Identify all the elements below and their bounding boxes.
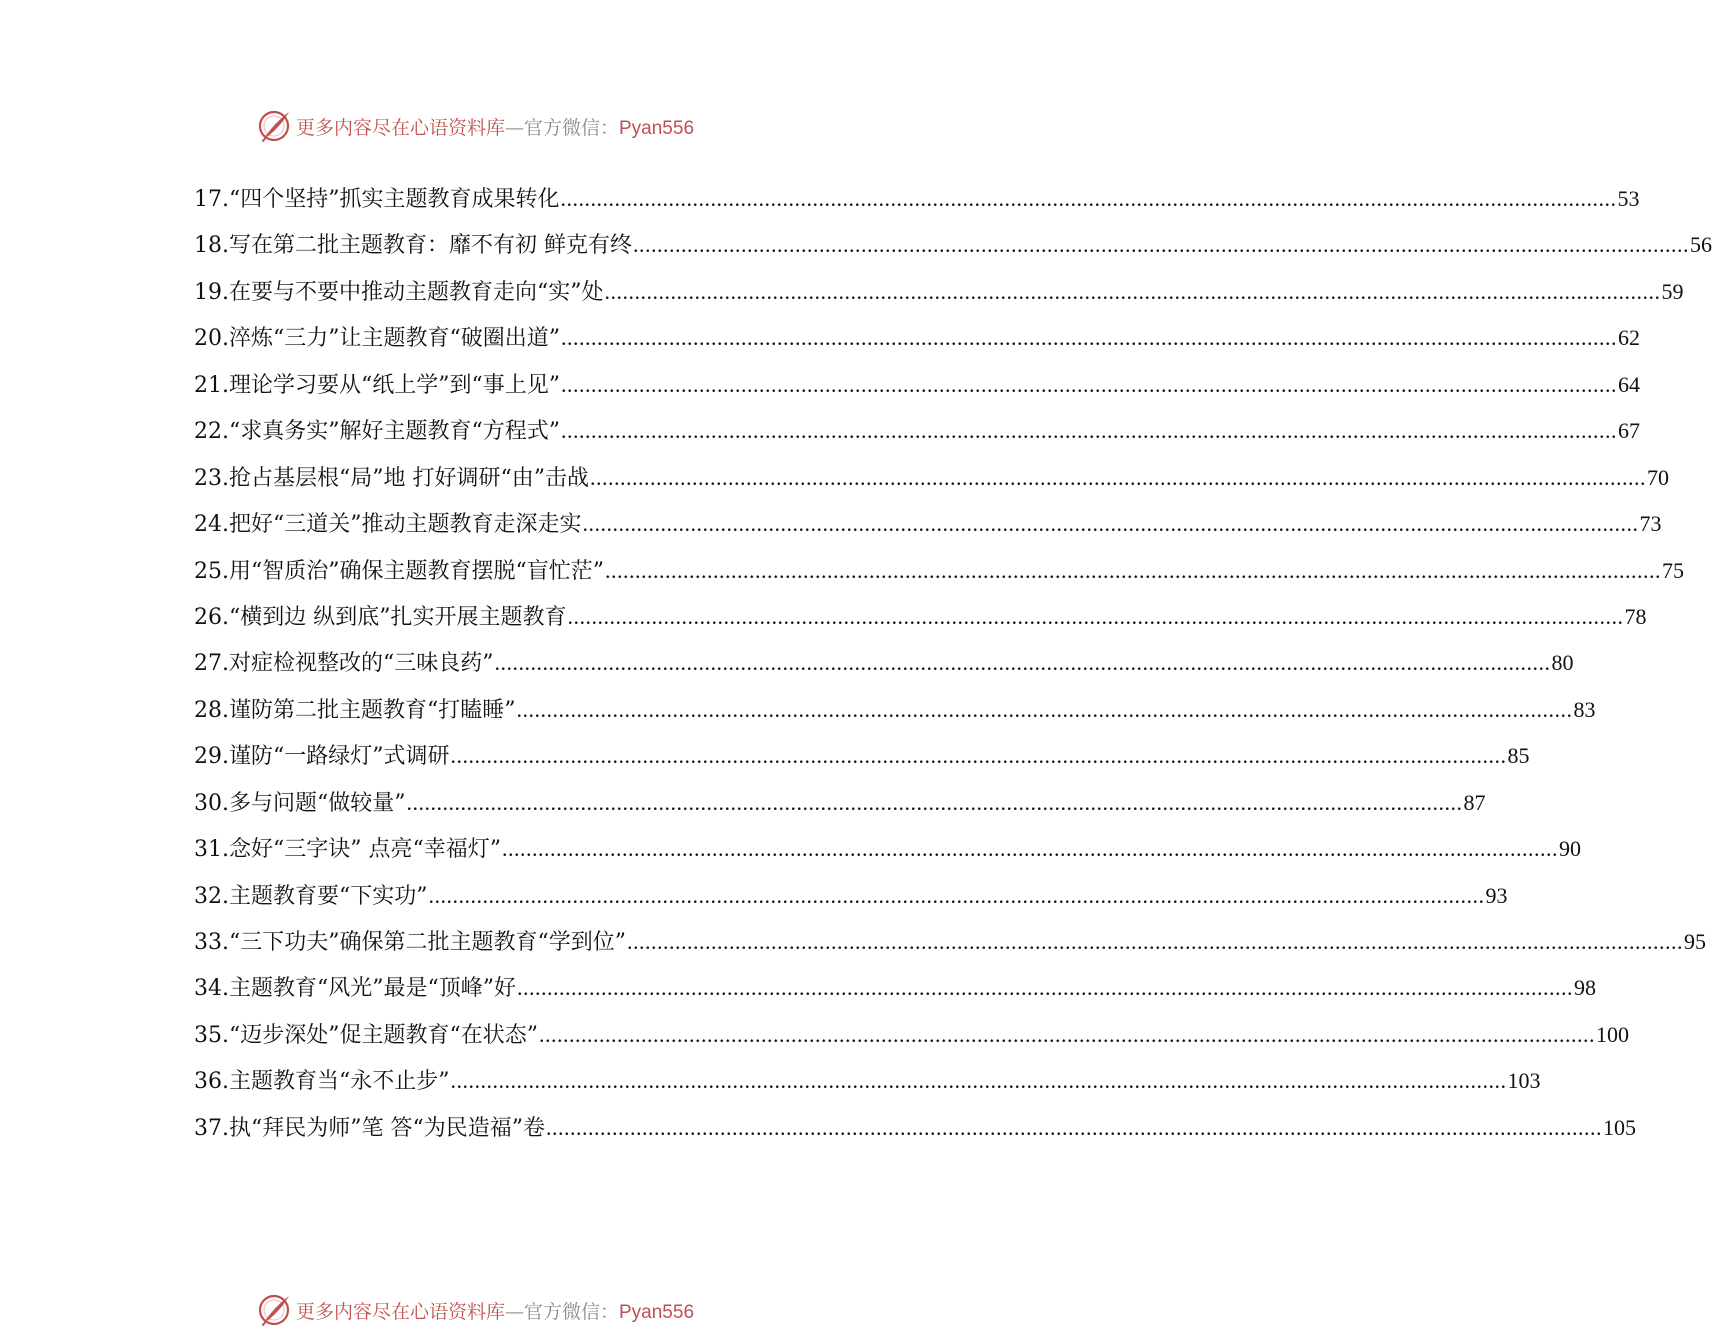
toc-entry-page: 64 (1617, 371, 1640, 397)
toc-leader-dots (546, 1115, 1602, 1141)
toc-entry-title: 24.把好“三道关”推动主题教育走深走实 (194, 512, 582, 538)
toc-entry-page: 103 (1507, 1068, 1541, 1094)
toc-entry-title: 17.“四个坚持”抓实主题教育成果转化 (194, 187, 560, 212)
toc-entry-page: 87 (1463, 789, 1486, 815)
toc-entry-title: 23.抢占基层根“局”地 打好调研“由”击战 (194, 465, 589, 491)
toc-entry-title: 32.主题教育要“下实功” (194, 883, 428, 909)
quill-pen-circle-icon (256, 108, 292, 144)
toc-entry-title: 19.在要与不要中推动主题教育走向“实”处 (194, 279, 604, 305)
toc-entry[interactable] (194, 646, 1574, 692)
toc-entry-title: 28.谨防第二批主题教育“打瞌睡” (194, 697, 516, 723)
toc-leader-dots (516, 697, 1572, 723)
toc-entry-title: 35.“迈步深处”促主题教育“在状态” (194, 1022, 538, 1048)
toc-entry-page: 93 (1485, 882, 1508, 908)
toc-entry-page: 98 (1573, 975, 1596, 1001)
toc-entry[interactable] (194, 507, 1662, 553)
toc-entry-title: 37.执“拜民为师”笔 答“为民造福”卷 (194, 1115, 545, 1141)
footer-banner (0, 1290, 950, 1330)
wechat-label: 官方微信： (523, 116, 619, 139)
toc-entry[interactable] (194, 554, 1684, 600)
toc-entry-page: 100 (1595, 1021, 1629, 1047)
toc-entry[interactable] (194, 739, 1530, 785)
toc-entry-page: 80 (1551, 650, 1574, 676)
toc-entry-page: 67 (1617, 418, 1640, 444)
toc-entry[interactable] (194, 461, 1669, 507)
toc-entry[interactable] (194, 832, 1581, 878)
toc-leader-dots (539, 1022, 1595, 1048)
toc-entry-title: 26.“横到边 纵到底”扎实开展主题教育 (194, 604, 567, 630)
toc-entry-page: 75 (1661, 557, 1684, 583)
toc-entry-page: 85 (1507, 743, 1530, 769)
toc-entry[interactable] (194, 1064, 1541, 1110)
toc-entry[interactable] (194, 275, 1684, 321)
toc-entry-title: 25.用“智质治”确保主题教育摆脱“盲忙茫” (194, 558, 604, 584)
banner-text-line (296, 1297, 694, 1324)
toc-entry-page: 90 (1558, 836, 1581, 862)
wechat-label: 官方微信： (523, 1300, 619, 1323)
toc-entry[interactable] (194, 925, 1706, 971)
toc-entry[interactable] (194, 414, 1640, 460)
toc-entry-title: 30.多与问题“做较量” (194, 790, 406, 816)
toc-leader-dots (633, 232, 1689, 258)
toc-leader-dots (567, 604, 1623, 630)
wechat-id: Pyan556 (619, 1301, 695, 1323)
toc-entry[interactable] (194, 693, 1596, 739)
header-banner (0, 106, 950, 146)
toc-entry-page: 78 (1624, 603, 1647, 629)
table-of-contents (194, 182, 1712, 1157)
wechat-id: Pyan556 (619, 117, 695, 139)
toc-entry[interactable] (194, 368, 1640, 414)
toc-entry-page: 70 (1646, 464, 1669, 490)
toc-leader-dots (605, 558, 1661, 584)
toc-entry-title: 34.主题教育“风光”最是“顶峰”好 (194, 976, 516, 1002)
toc-entry[interactable] (194, 228, 1712, 274)
toc-entry[interactable] (194, 786, 1486, 832)
toc-entry-title: 21.理论学习要从“纸上学”到“事上见” (194, 372, 560, 398)
toc-leader-dots (561, 325, 1617, 351)
toc-leader-dots (450, 743, 1506, 769)
toc-entry-page: 105 (1602, 1114, 1636, 1140)
toc-leader-dots (582, 511, 1638, 537)
banner-separator: — (504, 116, 524, 139)
toc-entry-title: 18.写在第二批主题教育：靡不有初 鲜克有终 (194, 233, 632, 259)
banner-separator: — (504, 1300, 524, 1323)
toc-entry-page: 73 (1639, 511, 1662, 537)
toc-leader-dots (604, 279, 1660, 305)
banner-title: 更多内容尽在心语资料库 (295, 1300, 505, 1323)
toc-entry-title: 27.对症检视整改的“三味良药” (194, 651, 494, 677)
toc-entry-title: 29.谨防“一路绿灯”式调研 (194, 744, 450, 770)
toc-entry[interactable] (194, 971, 1596, 1017)
toc-entry-page: 56 (1689, 232, 1712, 258)
toc-entry-page: 53 (1617, 186, 1640, 211)
toc-entry[interactable] (194, 1111, 1636, 1157)
toc-leader-dots (428, 883, 1484, 909)
toc-entry-title: 36.主题教育当“永不止步” (194, 1069, 450, 1095)
toc-entry-title: 20.淬炼“三力”让主题教育“破圈出道” (194, 326, 560, 352)
toc-entry-page: 59 (1661, 278, 1684, 304)
toc-leader-dots (517, 975, 1573, 1001)
toc-leader-dots (627, 929, 1683, 955)
toc-leader-dots (561, 372, 1617, 398)
toc-entry-title: 22.“求真务实”解好主题教育“方程式” (194, 419, 560, 445)
toc-entry[interactable] (194, 600, 1647, 646)
banner-text-line (296, 113, 694, 140)
quill-pen-circle-icon (256, 1292, 292, 1328)
toc-entry[interactable] (194, 182, 1640, 228)
toc-leader-dots (561, 418, 1617, 444)
toc-entry[interactable] (194, 321, 1640, 367)
toc-leader-dots (502, 836, 1558, 862)
toc-entry-page: 83 (1573, 696, 1596, 722)
toc-leader-dots (406, 790, 1462, 816)
toc-entry[interactable] (194, 1018, 1629, 1064)
toc-entry[interactable] (194, 879, 1508, 925)
toc-entry-title: 31.念好“三字诀” 点亮“幸福灯” (194, 837, 501, 863)
toc-entry-title: 33.“三下功夫”确保第二批主题教育“学到位” (194, 930, 626, 955)
toc-entry-page: 95 (1683, 929, 1706, 954)
toc-entry-page: 62 (1617, 325, 1640, 351)
toc-leader-dots (450, 1068, 1506, 1094)
banner-title: 更多内容尽在心语资料库 (295, 116, 505, 139)
toc-leader-dots (590, 465, 1646, 491)
toc-leader-dots (494, 650, 1550, 676)
toc-leader-dots (560, 186, 1616, 212)
